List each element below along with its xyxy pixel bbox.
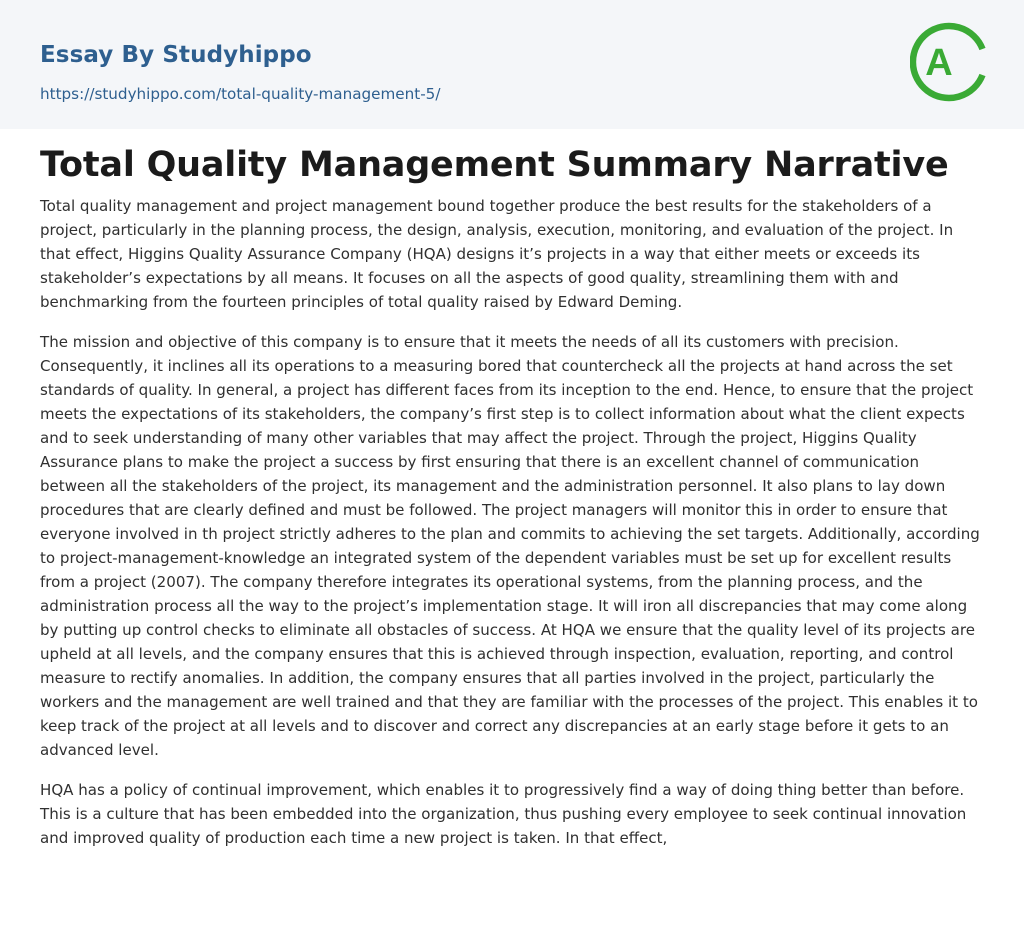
- paragraph: HQA has a policy of continual improvement, which enables it to progressively find a way of doing thing better than before. This is a culture that has been embedded into the organization, thus pushing every employee to seek continual innovation and improved quality of production each time a new project is taken. In that effect,: [40, 781, 967, 847]
- source-url[interactable]: https://studyhippo.com/total-quality-management-5/: [40, 85, 441, 103]
- site-brand[interactable]: Essay By Studyhippo: [40, 42, 312, 68]
- page-title: Total Quality Management Summary Narrative: [40, 145, 949, 185]
- article-body: [40, 194, 984, 866]
- site-header: [0, 0, 1024, 129]
- paragraph: The mission and objective of this company is to ensure that it meets the needs of all its customers with precision. Consequently, it inclines all its operations to a measuring bored that countercheck all the projects at hand across the set standards of quality. In general, a project has different faces from its inception to the end. Hence, to ensure that the project meets the expectations of its stakeholders, the company’s first step is to collect information about what the client expects and to seek understanding of many other variables that may affect the project. Through the project, Higgins Quality Assurance plans to make the project a success by first ensuring that there is an excellent channel of communication between all the stakeholders of the project, its management and the administration personnel. It also plans to lay down procedures that are clearly defined and must be followed. The project managers will monitor this in order to ensure that everyone involved in th project strictly adheres to the plan and commits to achieving the set targets. Additionally, according to project-management-knowledge an integrated system of the dependent variables must be set up for excellent results from a project (2007). The company therefore integrates its operational systems, from the planning process, and the administration process all the way to the project’s implementation stage. It will iron all discrepancies that may come along by putting up control checks to eliminate all obstacles of success. At HQA we ensure that the quality level of its projects are upheld at all levels, and the company ensures that this is achieved through inspection, evaluation, reporting, and control measure to rectify anomalies. In addition, the company ensures that all parties involved in the project, particularly the workers and the management are well trained and that they are familiar with the processes of the project. This enables it to keep track of the project at all levels and to discover and correct any discrepancies at an early stage before it gets to an advanced level.: [40, 333, 980, 759]
- brand-logo-icon[interactable]: [910, 19, 988, 105]
- paragraph: Total quality management and project management bound together produce the best results for the stakeholders of a project, particularly in the planning process, the design, analysis, execution, monitoring, and evaluation of the project. In that effect, Higgins Quality Assurance Company (HQA) designs it’s projects in a way that either meets or exceeds its stakeholder’s expectations by all means. It focuses on all the aspects of good quality, streamlining them with and benchmarking from the fourteen principles of total quality raised by Edward Deming.: [40, 197, 954, 311]
- logo-letter: A: [925, 42, 953, 84]
